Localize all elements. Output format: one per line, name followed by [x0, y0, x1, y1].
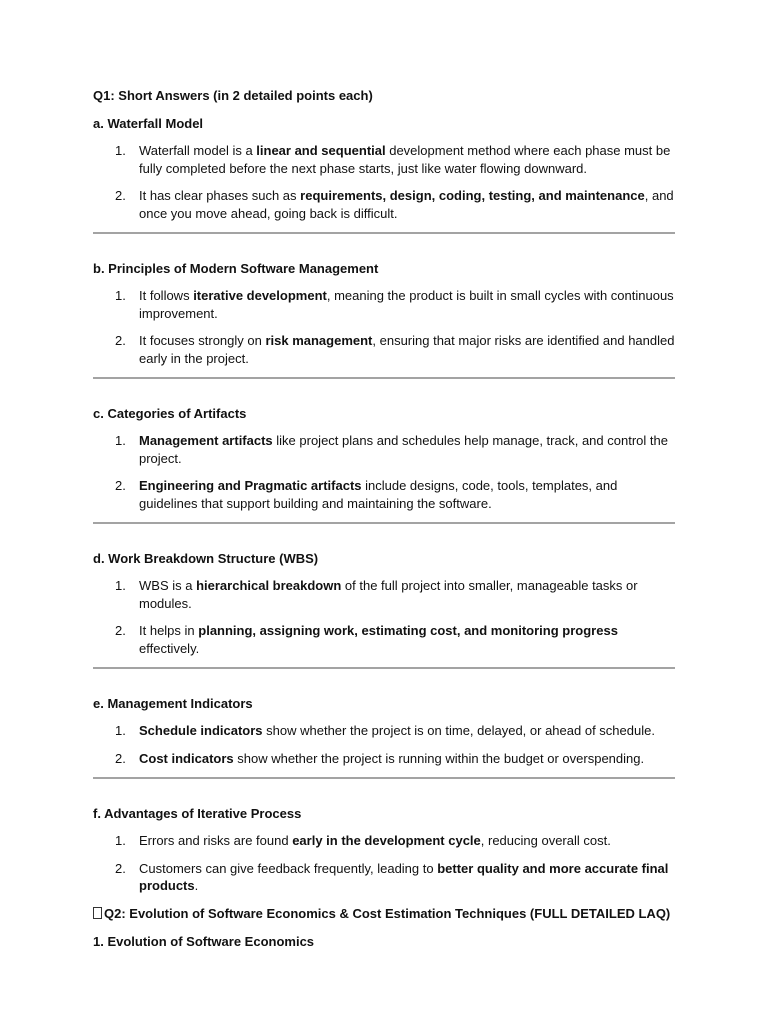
missing-glyph-icon	[93, 907, 102, 919]
text-run: include designs, code, tools, templates, and guidelines that support building and maintaining the software.	[139, 478, 618, 511]
section-heading: f. Advantages of Iterative Process	[93, 806, 302, 821]
list-item	[93, 860, 675, 895]
section-divider	[93, 232, 675, 234]
list-item	[93, 832, 675, 850]
list-item	[93, 622, 675, 657]
list-item	[93, 722, 675, 740]
list-item	[93, 432, 675, 467]
list-number: 1.	[115, 578, 126, 593]
section-heading: d. Work Breakdown Structure (WBS)	[93, 551, 319, 566]
section-divider	[93, 377, 675, 379]
section-heading: a. Waterfall Model	[93, 116, 204, 131]
numbered-list	[93, 832, 675, 895]
list-number: 1.	[115, 288, 126, 303]
document-body	[93, 87, 675, 951]
text-run: , and once you move ahead, going back is difficult.	[139, 188, 674, 221]
q2-subheading: 1. Evolution of Software Economics	[93, 933, 315, 949]
numbered-list	[93, 287, 675, 367]
text-run: Waterfall model is a	[139, 143, 257, 158]
section-divider	[93, 667, 675, 669]
text-run: development method where each phase must be fully completed before the next phase starts, just like water flowing downward.	[139, 143, 671, 176]
list-number: 2.	[115, 333, 126, 348]
list-item	[93, 332, 675, 367]
text-run: show whether the project is on time, delayed, or ahead of schedule.	[262, 723, 655, 738]
list-item-text	[139, 861, 668, 894]
text-run: .	[194, 878, 199, 893]
list-item	[93, 187, 675, 222]
list-number: 1.	[115, 723, 126, 738]
bold-text-run: hierarchical breakdown	[196, 578, 342, 593]
list-item-text	[139, 578, 638, 611]
q1-title: Q1: Short Answers (in 2 detailed points each)	[93, 88, 373, 103]
list-item	[93, 287, 675, 322]
list-item	[93, 750, 675, 768]
text-run: , reducing overall cost.	[480, 833, 611, 848]
q2-title	[93, 905, 675, 923]
list-item	[93, 577, 675, 612]
bold-text-run: early in the development cycle	[292, 833, 481, 848]
text-run: It has clear phases such as	[139, 188, 301, 203]
list-item-text	[139, 833, 611, 848]
section-management-indicators	[93, 695, 675, 767]
bold-text-run: iterative development	[193, 288, 327, 303]
section-divider	[93, 777, 675, 779]
numbered-list	[93, 432, 675, 512]
text-run: It follows	[139, 288, 194, 303]
list-number: 2.	[115, 860, 126, 876]
section-iterative-advantages	[93, 805, 675, 895]
text-run: It focuses strongly on	[139, 333, 266, 348]
text-run: show whether the project is running within the budget or overspending.	[233, 750, 645, 766]
text-run: , ensuring that major risks are identified and handled early in the project.	[139, 333, 675, 366]
list-item-text	[139, 623, 618, 656]
list-number: 2.	[115, 750, 126, 766]
bold-text-run: Management artifacts	[139, 433, 273, 448]
section-divider	[93, 522, 675, 524]
text-run: WBS is a	[139, 578, 197, 593]
section-modern-software-management	[93, 260, 675, 367]
text-run: like project plans and schedules help manage, track, and control the project.	[139, 433, 668, 466]
list-item	[93, 142, 675, 177]
numbered-list	[93, 722, 675, 767]
text-run: It helps in	[139, 623, 199, 638]
bold-text-run: Cost indicators	[139, 750, 234, 766]
list-item-text	[139, 143, 670, 176]
bold-text-run: requirements, design, coding, testing, and maintenance	[300, 188, 645, 203]
text-run: , meaning the product is built in small cycles with continuous improvement.	[139, 288, 674, 321]
section-waterfall-model	[93, 115, 675, 222]
bold-text-run: better quality and more accurate final products	[139, 860, 669, 893]
list-item-text	[139, 288, 674, 321]
text-run: effectively.	[139, 640, 200, 656]
list-item-text	[139, 751, 644, 766]
text-run: of the full project into smaller, manageable tasks or modules.	[139, 578, 638, 611]
section-heading: b. Principles of Modern Software Management	[93, 261, 379, 276]
list-item-text	[139, 333, 674, 366]
list-number: 1.	[115, 833, 126, 848]
section-heading: c. Categories of Artifacts	[93, 406, 247, 421]
list-item-text	[139, 188, 674, 221]
list-number: 2.	[115, 188, 126, 203]
list-number: 2.	[115, 623, 126, 638]
list-item-text	[139, 478, 617, 511]
list-number: 1.	[115, 143, 126, 158]
list-item-text	[139, 433, 668, 466]
bold-text-run: Engineering and Pragmatic artifacts	[139, 478, 362, 493]
text-run: Customers can give feedback frequently, leading to	[139, 860, 438, 876]
text-run: Errors and risks are found	[139, 833, 293, 848]
bold-text-run: linear and sequential	[256, 143, 386, 158]
list-item	[93, 477, 675, 512]
section-wbs	[93, 550, 675, 657]
q2-title-text: Q2: Evolution of Software Economics & Cost Estimation Techniques (FULL DETAILED LAQ)	[104, 905, 671, 921]
bold-text-run: Schedule indicators	[139, 723, 263, 738]
numbered-list	[93, 577, 675, 657]
bold-text-run: risk management	[265, 333, 373, 348]
list-item-text	[139, 723, 655, 738]
list-number: 1.	[115, 433, 126, 448]
bold-text-run: planning, assigning work, estimating cost, and monitoring progress	[198, 623, 618, 638]
section-heading: e. Management Indicators	[93, 696, 253, 711]
numbered-list	[93, 142, 675, 222]
section-categories-of-artifacts	[93, 405, 675, 512]
list-number: 2.	[115, 478, 126, 493]
